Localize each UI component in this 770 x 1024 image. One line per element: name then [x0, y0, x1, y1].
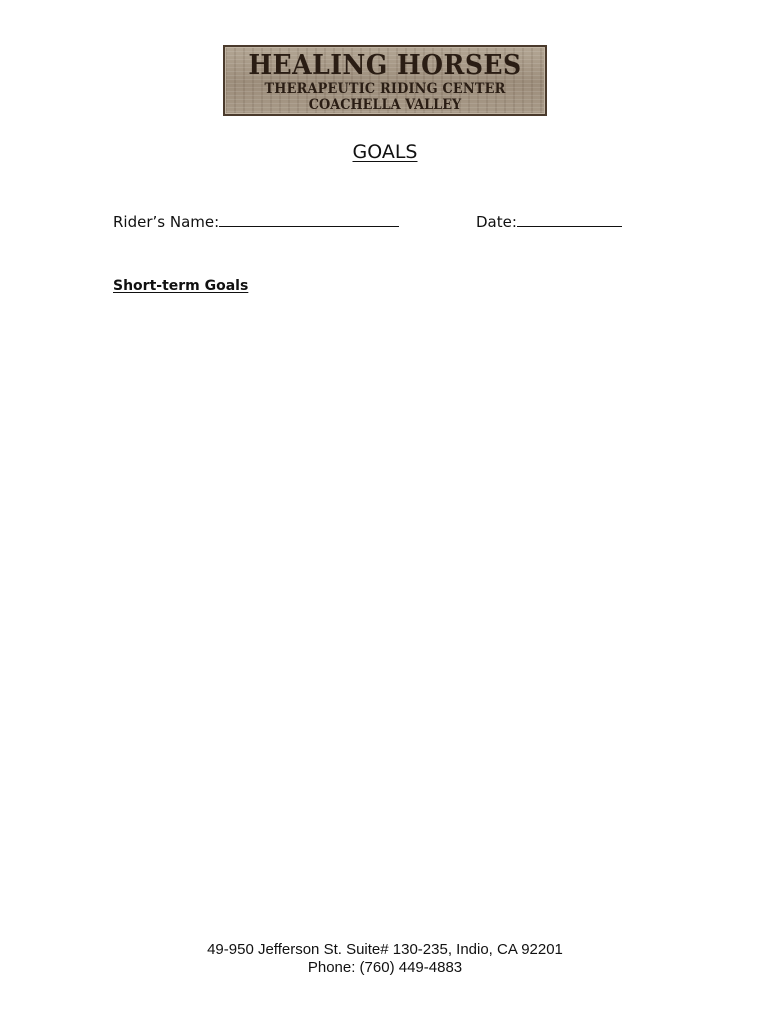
- short-term-goals-heading: Short-term Goals: [113, 278, 249, 294]
- footer-phone: Phone: (760) 449-4883: [307, 959, 463, 976]
- footer-address: 49-950 Jefferson St. Suite# 130-235, Indio, CA 92201: [207, 941, 563, 958]
- footer: [0, 941, 770, 977]
- healing-horses-logo: [223, 45, 547, 116]
- rider-name-field: [113, 210, 399, 232]
- rider-name-label: Rider’s Name:: [113, 213, 220, 231]
- logo-line-1: HEALING HORSES: [248, 50, 522, 81]
- date-field: [476, 210, 622, 232]
- date-blank[interactable]: [517, 210, 622, 227]
- page-title: GOALS: [352, 141, 418, 163]
- rider-name-blank[interactable]: [219, 210, 399, 227]
- logo-line-2: THERAPEUTIC RIDING CENTER: [264, 81, 506, 97]
- date-label: Date:: [476, 213, 517, 231]
- logo-line-3: COACHELLA VALLEY: [308, 97, 462, 113]
